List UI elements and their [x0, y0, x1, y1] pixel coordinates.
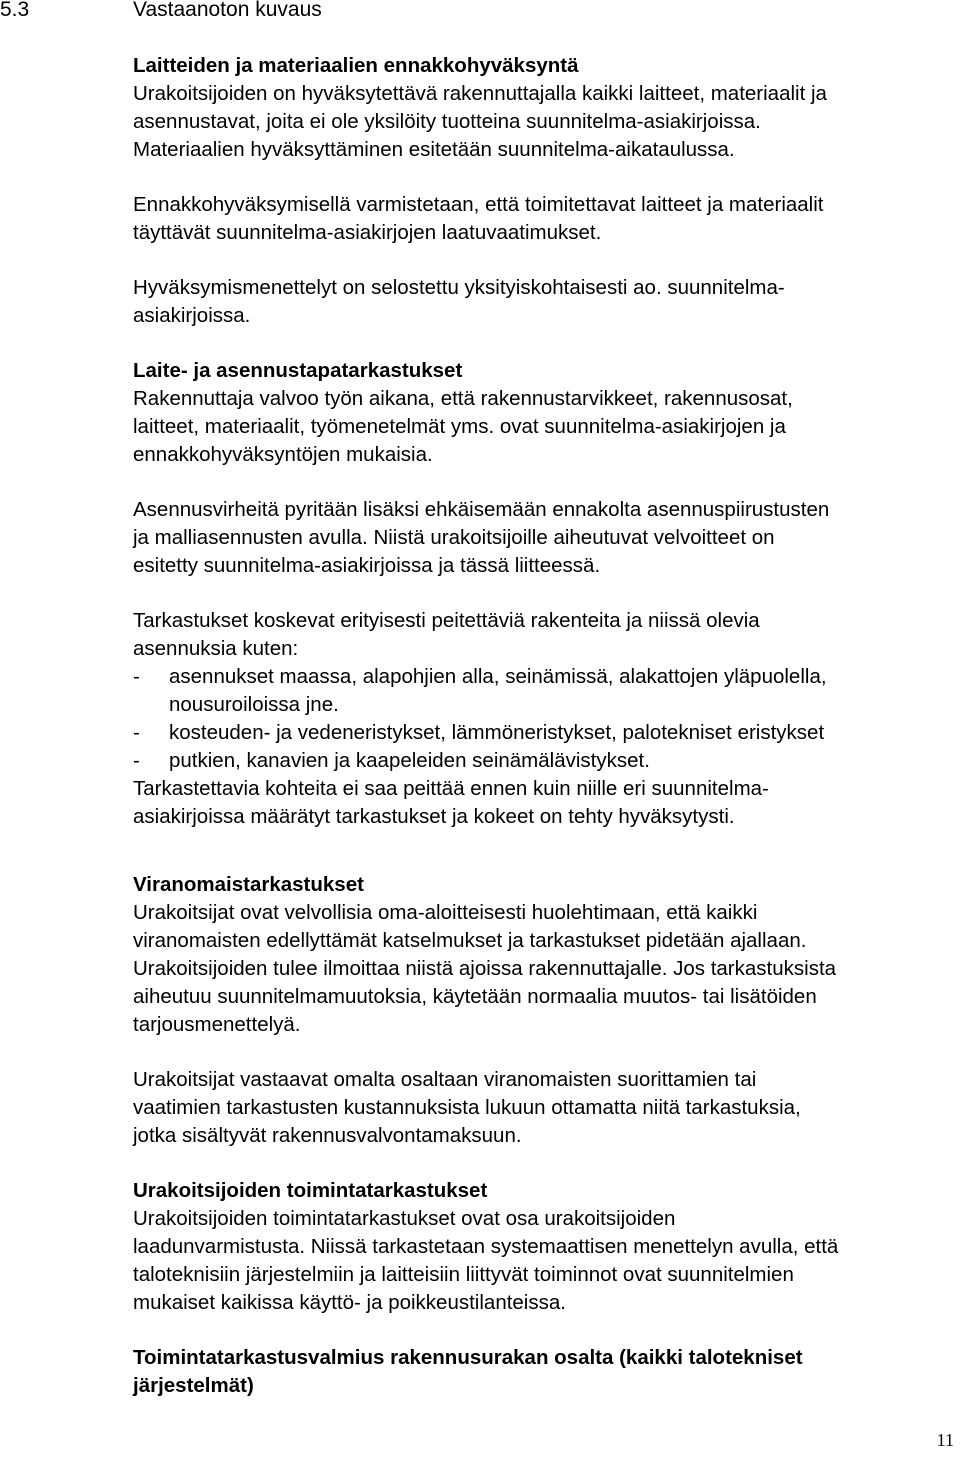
section-heading: [0, 0, 900, 24]
list-dash: -: [133, 721, 140, 744]
text-line: Materiaalien hyväksyttäminen esitetään suunnitelma-aikataulussa.: [133, 138, 735, 161]
dash-list: [133, 663, 955, 775]
section-number: 5.3: [0, 0, 30, 21]
text-line: viranomaisten edellyttämät katselmukset ja tarkastukset pidetään ajallaan.: [133, 929, 807, 952]
document-body: [133, 52, 955, 1400]
text-line: kosteuden- ja vedeneristykset, lämmöneristykset, palotekniset eristykset: [169, 721, 825, 744]
subsection-heading: Laitteiden ja materiaalien ennakkohyväksyntä: [133, 54, 579, 77]
paragraph: [133, 1205, 955, 1317]
subsection-heading: järjestelmät): [133, 1374, 254, 1397]
paragraph: [133, 775, 955, 831]
text-line: Rakennuttaja valvoo työn aikana, että rakennustarvikkeet, rakennusosat,: [133, 387, 793, 410]
text-line: ennakkohyväksyntöjen mukaisia.: [133, 443, 433, 466]
subsection-viranomaistarkastukset: [133, 871, 955, 1039]
subsection-heading: Laite- ja asennustapatarkastukset: [133, 359, 463, 382]
text-line: esitetty suunnitelma-asiakirjoissa ja tässä liitteessä.: [133, 554, 601, 577]
text-line: Tarkastettavia kohteita ei saa peittää ennen kuin niille eri suunnitelma-: [133, 777, 769, 800]
paragraph: [133, 274, 955, 330]
text-line: Urakoitsijoiden on hyväksytettävä rakennuttajalla kaikki laitteet, materiaalit ja: [133, 82, 827, 105]
text-line: nousuroiloissa jne.: [169, 693, 339, 716]
text-line: asiakirjoissa.: [133, 304, 251, 327]
paragraph: [133, 496, 955, 580]
text-line: asennustavat, joita ei ole yksilöity tuotteina suunnitelma-asiakirjoissa.: [133, 110, 761, 133]
section-title: Vastaanoton kuvaus: [133, 0, 322, 21]
text-line: asennuksia kuten:: [133, 637, 299, 660]
text-line: täyttävät suunnitelma-asiakirjojen laatuvaatimukset.: [133, 221, 602, 244]
text-line: taloteknisiin järjestelmiin ja laitteisiin liittyvät toiminnot ovat suunnitelmien: [133, 1263, 794, 1286]
list-item: [133, 719, 955, 747]
paragraph: [133, 385, 955, 469]
text-line: putkien, kanavien ja kaapeleiden seinämälävistykset.: [169, 749, 650, 772]
text-line: laadunvarmistusta. Niissä tarkastetaan systemaattisen menettelyn avulla, että: [133, 1235, 839, 1258]
subsection-toimintatarkastukset: [133, 1177, 955, 1317]
list-dash: -: [133, 665, 140, 688]
text-line: asiakirjoissa määrätyt tarkastukset ja kokeet on tehty hyväksytysti.: [133, 805, 735, 828]
text-line: vaatimien tarkastusten kustannuksista lukuun ottamatta niitä tarkastuksia,: [133, 1096, 801, 1119]
subsection-heading: Toimintatarkastusvalmius rakennusurakan osalta (kaikki talotekniset: [133, 1346, 803, 1369]
text-line: jotka sisältyvät rakennusvalvontamaksuun.: [133, 1124, 522, 1147]
subsection-heading: Urakoitsijoiden toimintatarkastukset: [133, 1179, 488, 1202]
page-number: 11: [936, 1430, 954, 1450]
text-line: aiheutuu suunnitelmamuutoksia, käytetään normaalia muutos- tai lisätöiden: [133, 985, 817, 1008]
text-line: Urakoitsijoiden tulee ilmoittaa niistä ajoissa rakennuttajalle. Jos tarkastuksista: [133, 957, 837, 980]
paragraph: [133, 80, 955, 164]
subsection-asennustapatarkastukset: [133, 357, 955, 469]
list-item: [133, 747, 955, 775]
paragraph: [133, 899, 955, 1039]
text-line: Urakoitsijat ovat velvollisia oma-aloitteisesti huolehtimaan, että kaikki: [133, 901, 758, 924]
text-line: asennukset maassa, alapohjien alla, seinämissä, alakattojen yläpuolella,: [169, 665, 827, 688]
text-line: Hyväksymismenettelyt on selostettu yksityiskohtaisesti ao. suunnitelma-: [133, 276, 785, 299]
text-line: laitteet, materiaalit, työmenetelmät yms. ovat suunnitelma-asiakirjojen ja: [133, 415, 786, 438]
subsection-heading: Viranomaistarkastukset: [133, 873, 364, 896]
list-item: [133, 663, 955, 719]
paragraph: [133, 1066, 955, 1150]
paragraph: [133, 607, 955, 663]
text-line: Ennakkohyväksymisellä varmistetaan, että toimitettavat laitteet ja materiaalit: [133, 193, 824, 216]
text-line: Urakoitsijat vastaavat omalta osaltaan viranomaisten suorittamien tai: [133, 1068, 757, 1091]
text-line: mukaiset kaikissa käyttö- ja poikkeustilanteissa.: [133, 1291, 566, 1314]
paragraph: [133, 191, 955, 247]
text-line: Tarkastukset koskevat erityisesti peitettäviä rakenteita ja niissä olevia: [133, 609, 760, 632]
text-line: ja malliasennusten avulla. Niistä urakoitsijoille aiheutuvat velvoitteet on: [133, 526, 775, 549]
list-dash: -: [133, 749, 140, 772]
text-line: Urakoitsijoiden toimintatarkastukset ovat osa urakoitsijoiden: [133, 1207, 676, 1230]
text-line: Asennusvirheitä pyritään lisäksi ehkäisemään ennakolta asennuspiirustusten: [133, 498, 830, 521]
subsection-ennakkohyvaksynta: [133, 52, 955, 164]
text-line: tarjousmenettelyä.: [133, 1013, 301, 1036]
subsection-toimintatarkastusvalmius: [133, 1344, 955, 1400]
